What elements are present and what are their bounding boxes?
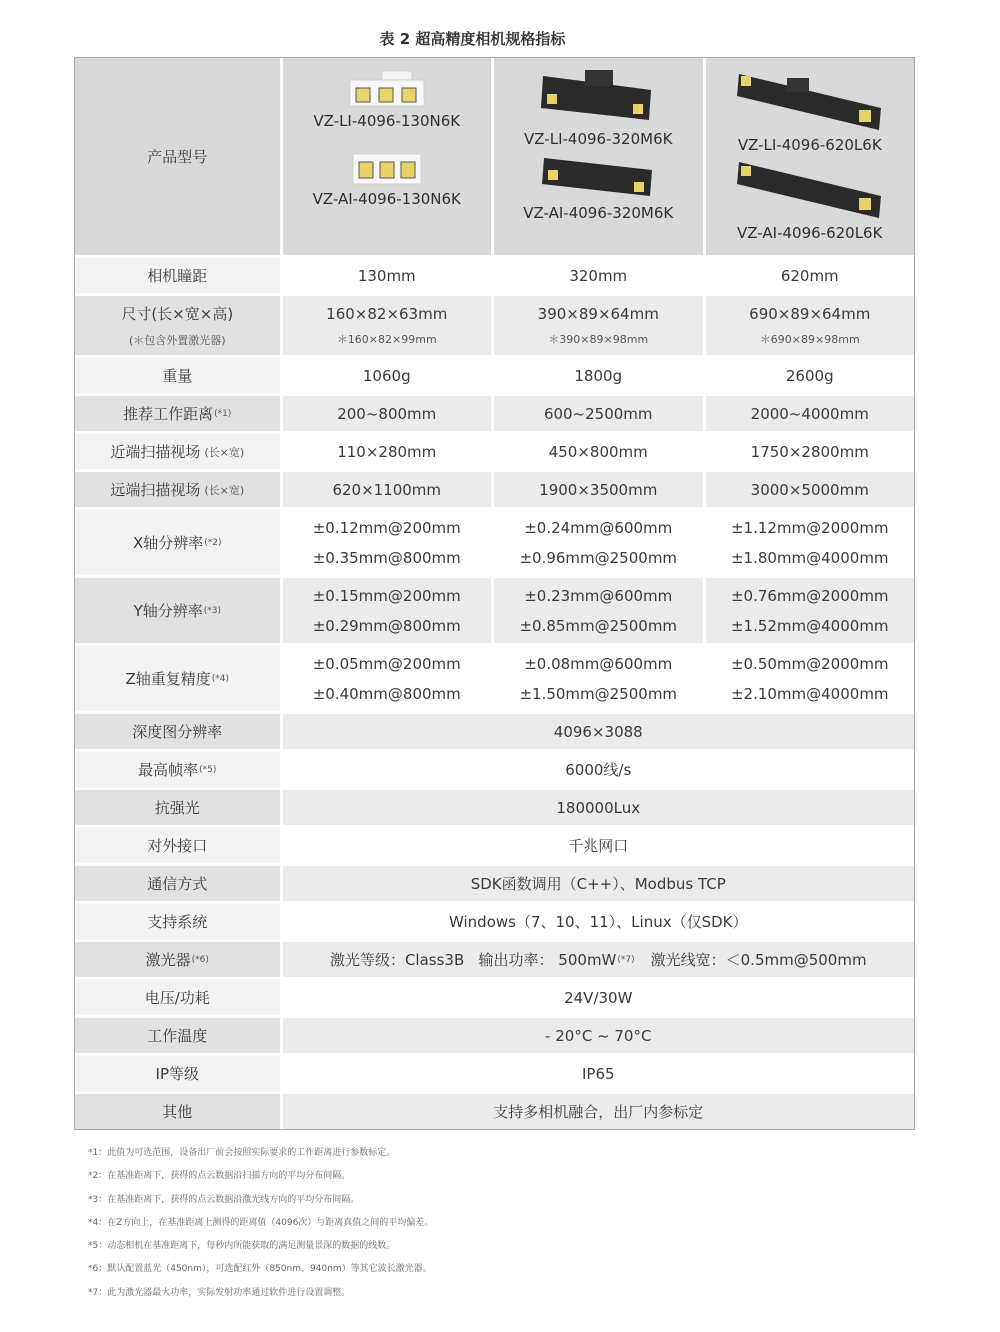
table-cell: 620mm — [703, 258, 915, 293]
row-label — [75, 646, 280, 711]
table-row — [75, 863, 914, 901]
footnote: *1：此值为可选范围，设备出厂前会按照实际要求的工作距离进行参数标定。 — [88, 1148, 396, 1158]
table-row — [75, 431, 914, 469]
row-label-main: 尺寸(长×宽×高) — [121, 305, 234, 323]
row-label — [75, 472, 280, 507]
footnote-ref: (*4) — [211, 673, 230, 684]
footnote-ref: (*5) — [199, 764, 217, 775]
cell-line: ±0.40mm@800mm — [312, 684, 461, 703]
cell-sub: ＊390×89×98mm — [548, 332, 649, 346]
row-label — [75, 396, 280, 431]
table-cell: 3000×5000mm — [703, 472, 915, 507]
footnote-ref: (*3) — [203, 605, 221, 616]
table-cell: 2600g — [703, 358, 915, 393]
table-cell: 1800g — [491, 358, 703, 393]
laser-class-power: 激光等级：Class3B 输出功率： 500mW — [329, 951, 617, 969]
table-cell: 130mm — [280, 258, 492, 293]
cell-sub: ＊160×82×99mm — [336, 332, 437, 346]
row-label-unit: (长×宽) — [204, 445, 245, 459]
table-cell — [491, 646, 703, 711]
table-title: 表 2 超高精度相机规格指标 — [379, 30, 566, 48]
cell-line: ±1.52mm@4000mm — [730, 616, 889, 635]
row-label — [75, 434, 280, 469]
table-cell — [703, 578, 915, 643]
cell-line: ±0.12mm@200mm — [312, 518, 461, 537]
footnote: *6：默认配置蓝光（450nm），可选配红外（850nm、940nm）等其它波长激光器。 — [88, 1264, 432, 1275]
cell-line: ±0.29mm@800mm — [312, 616, 461, 635]
table-cell: - 20°C ~ 70°C — [280, 1018, 914, 1053]
row-label-main: 近端扫描视场 — [110, 443, 201, 461]
table-cell: 110×280mm — [280, 434, 492, 469]
cell-line: ±2.10mm@4000mm — [730, 684, 889, 703]
row-label-main: 激光器 — [145, 951, 191, 969]
camera-320-ai-image — [538, 152, 658, 200]
cell-line: ±1.12mm@2000mm — [730, 518, 889, 537]
table-row — [75, 1091, 914, 1129]
table-row — [75, 1015, 914, 1053]
table-cell: 6000线/s — [280, 752, 914, 787]
footnote: *5：动态相机在基准距离下，每秒内所能获取的满足测量景深的数据的线数。 — [88, 1241, 396, 1252]
spec-table — [74, 57, 915, 1130]
cell-line: ±0.96mm@2500mm — [519, 548, 678, 567]
cell-line: ±0.15mm@200mm — [312, 586, 461, 605]
cell-sub: ＊690×89×98mm — [759, 332, 860, 346]
table-cell: 450×800mm — [491, 434, 703, 469]
table-row — [75, 939, 914, 977]
table-cell — [491, 296, 703, 355]
row-label-main: 最高帧率 — [138, 761, 199, 779]
row-label: 重量 — [75, 358, 280, 393]
cell-line: ±1.80mm@4000mm — [730, 548, 889, 567]
table-cell — [491, 510, 703, 575]
table-row — [75, 575, 914, 643]
cell-line: ±0.23mm@600mm — [524, 586, 673, 605]
table-cell: 620×1100mm — [280, 472, 492, 507]
table-cell: 千兆网口 — [280, 828, 914, 863]
cell-line: ±0.85mm@2500mm — [519, 616, 678, 635]
header-label: 产品型号 — [75, 58, 280, 255]
table-row — [75, 643, 914, 711]
row-label — [75, 942, 280, 977]
table-row — [75, 711, 914, 749]
row-label-main: 远端扫描视场 — [110, 481, 201, 499]
table-cell: 4096×3088 — [280, 714, 914, 749]
cell-main: 160×82×63mm — [326, 304, 448, 323]
table-row — [75, 749, 914, 787]
table-cell — [280, 646, 492, 711]
cell-main: 690×89×64mm — [749, 304, 871, 323]
row-label-unit: (长×宽) — [204, 483, 245, 497]
table-cell — [280, 942, 914, 977]
table-cell: 180000Lux — [280, 790, 914, 825]
camera-130-li-image — [342, 68, 432, 108]
row-label: IP等级 — [75, 1056, 280, 1091]
table-row — [75, 825, 914, 863]
model-620-ai: VZ-AI-4096-620L6K — [737, 224, 883, 242]
table-row — [75, 901, 914, 939]
table-cell: 320mm — [491, 258, 703, 293]
footnote: *2：在基准距离下，获得的点云数据沿扫描方向的平均分布间隔。 — [88, 1171, 351, 1182]
cell-line: ±0.05mm@200mm — [312, 654, 461, 673]
table-cell — [703, 510, 915, 575]
row-label-main: 推荐工作距离 — [123, 405, 214, 423]
cell-line: ±1.50mm@2500mm — [519, 684, 678, 703]
row-label: 通信方式 — [75, 866, 280, 901]
table-row — [75, 787, 914, 825]
table-cell: 1060g — [280, 358, 492, 393]
model-130-ai: VZ-AI-4096-130N6K — [312, 190, 461, 208]
table-row — [75, 255, 914, 293]
camera-620-ai-image — [735, 158, 885, 220]
table-row — [75, 355, 914, 393]
model-320-ai: VZ-AI-4096-320M6K — [523, 204, 674, 222]
cell-line: ±0.35mm@800mm — [312, 548, 461, 567]
table-cell — [703, 646, 915, 711]
table-cell: 2000~4000mm — [703, 396, 915, 431]
footnote-ref: (*1) — [214, 408, 232, 419]
model-620-li: VZ-LI-4096-620L6K — [737, 136, 882, 154]
row-label — [75, 510, 280, 575]
table-cell — [703, 296, 915, 355]
table-row — [75, 977, 914, 1015]
row-label — [75, 578, 280, 643]
camera-320-li-image — [533, 68, 663, 126]
table-cell: 1750×2800mm — [703, 434, 915, 469]
camera-130-ai-image — [347, 148, 427, 186]
footnote: *3：在基准距离下，获得的点云数据沿激光线方向的平均分布间隔。 — [88, 1194, 360, 1205]
row-label-main: Y轴分辨率 — [133, 601, 203, 620]
table-row — [75, 393, 914, 431]
table-cell: IP65 — [280, 1056, 914, 1091]
table-cell — [491, 578, 703, 643]
header-row — [75, 58, 914, 255]
table-cell: 600~2500mm — [491, 396, 703, 431]
row-label: 对外接口 — [75, 828, 280, 863]
table-cell: SDK函数调用（C++）、Modbus TCP — [280, 866, 914, 901]
table-cell — [280, 578, 492, 643]
row-label — [75, 296, 280, 355]
footnote-ref: (*7) — [617, 954, 635, 965]
row-label: 抗强光 — [75, 790, 280, 825]
row-label-sub: (＊包含外置激光器) — [128, 334, 226, 347]
table-cell: 支持多相机融合，出厂内参标定 — [280, 1094, 914, 1129]
table-cell — [280, 296, 492, 355]
row-label-main: X轴分辨率 — [132, 533, 204, 552]
model-cell-320 — [491, 58, 703, 255]
footnote: *7：此为激光器最大功率，实际发射功率通过软件进行设置调整。 — [88, 1287, 351, 1298]
model-320-li: VZ-LI-4096-320M6K — [524, 130, 673, 148]
row-label: 支持系统 — [75, 904, 280, 939]
table-row — [75, 469, 914, 507]
model-cell-130 — [280, 58, 492, 255]
row-label — [75, 752, 280, 787]
row-label: 工作温度 — [75, 1018, 280, 1053]
row-label: 相机瞳距 — [75, 258, 280, 293]
row-label: 其他 — [75, 1094, 280, 1129]
cell-line: ±0.24mm@600mm — [524, 518, 673, 537]
table-cell: 1900×3500mm — [491, 472, 703, 507]
model-cell-620 — [703, 58, 915, 255]
cell-line: ±0.76mm@2000mm — [730, 586, 889, 605]
cell-line: ±0.50mm@2000mm — [730, 654, 889, 673]
table-row — [75, 1053, 914, 1091]
row-label: 深度图分辨率 — [75, 714, 280, 749]
camera-620-li-image — [735, 68, 885, 132]
table-cell — [280, 510, 492, 575]
laser-linewidth: 激光线宽：＜0.5mm@500mm — [650, 951, 867, 969]
footnote-ref: (*6) — [191, 954, 209, 965]
row-label-main: Z轴重复精度 — [125, 669, 211, 688]
model-130-li: VZ-LI-4096-130N6K — [313, 112, 461, 130]
table-cell: Windows（7、10、11）、Linux（仅SDK） — [280, 904, 914, 939]
row-label: 电压/功耗 — [75, 980, 280, 1015]
table-cell: 200~800mm — [280, 396, 492, 431]
table-cell: 24V/30W — [280, 980, 914, 1015]
cell-line: ±0.08mm@600mm — [524, 654, 673, 673]
table-row — [75, 507, 914, 575]
table-row — [75, 293, 914, 355]
footnote: *4：在Z方向上，在基准距离上测得的距离值（4096次）与距离真值之间的平均偏差。 — [88, 1217, 434, 1228]
footnote-ref: (*2) — [204, 537, 222, 548]
footnotes — [88, 1146, 908, 1309]
cell-main: 390×89×64mm — [537, 304, 659, 323]
